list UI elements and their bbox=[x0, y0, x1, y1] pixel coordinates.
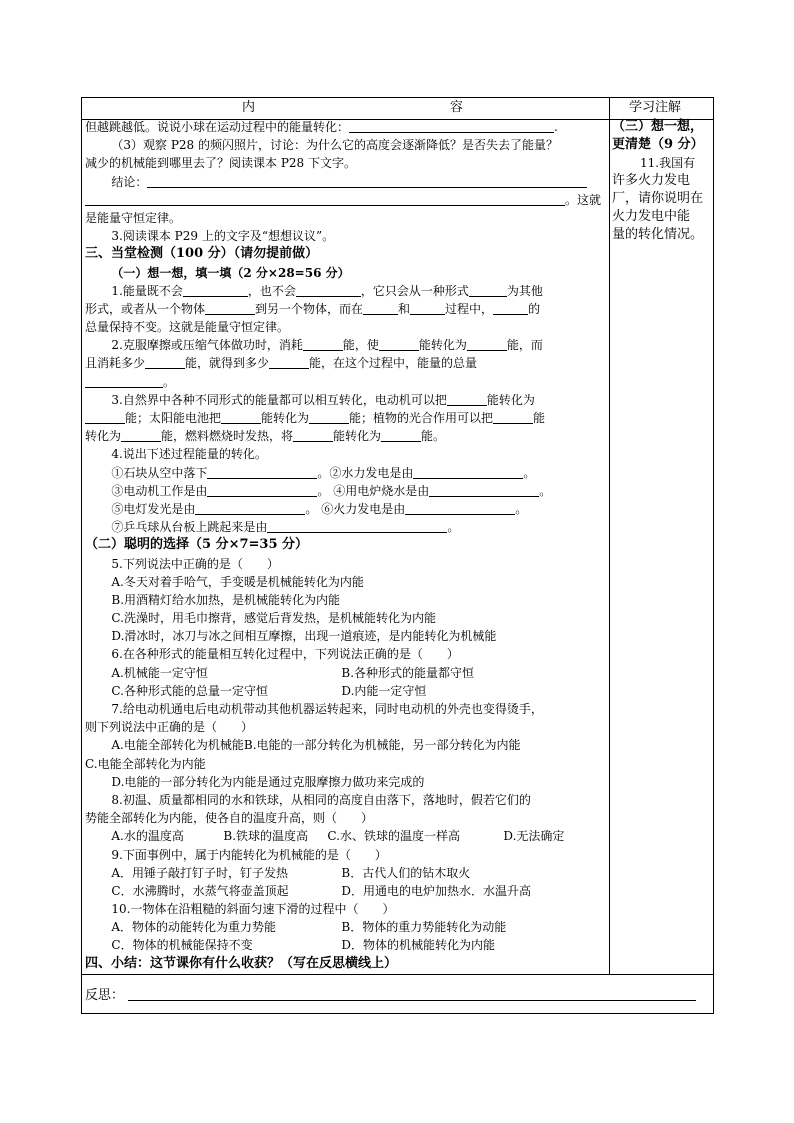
question-line: 8.初温、质量都相同的水和铁球，从相同的高度自由落下，落地时，假若它们的 bbox=[111, 792, 531, 807]
blank-line[interactable] bbox=[221, 410, 261, 424]
subsection-title: （二）聪明的选择（5 分×7=35 分） bbox=[85, 537, 309, 553]
notes-line: 火力发电中能 bbox=[612, 209, 691, 224]
text-line bbox=[85, 173, 605, 191]
notes-title: 更清楚（9 分） bbox=[612, 137, 704, 152]
text-span: 能；植物的光合作用可以把 bbox=[349, 411, 494, 425]
question-line: 5.下列说法中正确的是（ ） bbox=[111, 556, 279, 571]
blank-line[interactable] bbox=[85, 374, 163, 388]
header-content-b: 容 bbox=[450, 100, 464, 115]
text-span: 转化为 bbox=[85, 429, 122, 444]
question-line bbox=[85, 391, 605, 409]
notes-line: 11.我国有 bbox=[640, 156, 696, 170]
text-span: 能，燃料燃烧时发热，将 bbox=[161, 429, 294, 444]
text-span: 结论： bbox=[111, 174, 148, 189]
question-line bbox=[85, 427, 605, 445]
text-line: （3）观察 P28 的频闪照片，讨论：为什么它的高度会逐渐降低？是否失去了能量？ bbox=[111, 138, 559, 153]
option-line bbox=[85, 864, 605, 882]
blank-line[interactable] bbox=[145, 355, 185, 369]
text-span: 过程中， bbox=[445, 301, 494, 316]
text-span: D．物体的机械能转化为内能 bbox=[341, 938, 496, 953]
text-line: 减少的机械能到哪里去了？阅读课本 P28 下文字。 bbox=[85, 156, 356, 171]
blank-line[interactable] bbox=[207, 483, 317, 497]
text-span: 。 bbox=[523, 465, 536, 480]
question-line: 势能全部转化为内能，使各自的温度升高，则（ ） bbox=[85, 811, 374, 826]
blank-line[interactable] bbox=[447, 392, 487, 406]
text-span: D.内能一定守恒 bbox=[341, 683, 427, 698]
text-span: ，也不会 bbox=[247, 283, 296, 298]
footer-divider bbox=[82, 974, 713, 975]
blank-line[interactable] bbox=[405, 501, 515, 515]
blank-line[interactable] bbox=[363, 301, 398, 315]
text-span: 且消耗多少 bbox=[85, 356, 146, 371]
text-span: 2.克服摩擦或压缩气体做功时，消耗 bbox=[111, 338, 303, 353]
text-span: 。这就 bbox=[565, 192, 602, 207]
text-span: C.水、铁球的温度一样高 bbox=[327, 829, 460, 844]
blank-line[interactable] bbox=[207, 465, 317, 479]
text-span: 。 bbox=[539, 483, 552, 498]
text-span: 1.能量既不会 bbox=[111, 283, 183, 298]
text-span: 能，而 bbox=[506, 338, 543, 353]
question-line bbox=[85, 373, 605, 391]
blank-line[interactable] bbox=[293, 428, 333, 442]
option-line: A.冬天对着手哈气，手变暖是机械能转化为内能 bbox=[111, 574, 364, 589]
question-line bbox=[85, 354, 605, 372]
text-span: ③电动机工作是由 bbox=[111, 483, 208, 498]
notes-line: 许多火力发电 bbox=[612, 173, 691, 188]
text-line bbox=[85, 118, 605, 136]
reflection-label: 反思： bbox=[85, 988, 125, 1003]
text-span: C．水沸腾时，水蒸气将壶盖顶起 bbox=[111, 883, 289, 898]
notes-column bbox=[612, 118, 712, 244]
text-span: D．用通电的电炉加热水．水温升高 bbox=[341, 883, 532, 898]
text-span: ①石块从空中落下 bbox=[111, 465, 208, 480]
subsection-title: （一）想一想，填一填（2 分×28=56 分） bbox=[111, 265, 350, 280]
text-span: ⑦乒乓球从台板上跳起来是由 bbox=[111, 520, 268, 535]
text-span: 。 bbox=[163, 374, 176, 389]
blank-line[interactable] bbox=[85, 410, 125, 424]
question-line bbox=[85, 300, 605, 318]
question-line bbox=[85, 482, 605, 500]
header-notes: 学习注解 bbox=[629, 100, 682, 115]
question-line bbox=[85, 464, 605, 482]
question-line bbox=[85, 500, 605, 518]
text-span: 。 ④用电炉烧水是由 bbox=[317, 483, 430, 498]
text-span: B.铁球的温度高 bbox=[223, 829, 309, 844]
text-span: A．用锤子敲打钉子时，钉子发热 bbox=[111, 865, 289, 880]
text-span: B．古代人们的钻木取火 bbox=[341, 865, 471, 880]
text-span: 。 ⑥火力发电是由 bbox=[305, 501, 406, 516]
text-span: 和 bbox=[398, 301, 411, 316]
blank-line[interactable] bbox=[381, 428, 421, 442]
text-span: 。 bbox=[447, 520, 460, 535]
text-span: B．物体的重力势能转化为动能 bbox=[341, 920, 507, 935]
option-line: D.电能的一部分转化为内能是通过克服摩擦力做功来完成的 bbox=[111, 774, 425, 789]
question-line: 总量保持不变。这就是能量守恒定律。 bbox=[85, 320, 290, 335]
option-line: B.用酒精灯给水加热，是机械能转化为内能 bbox=[111, 592, 341, 607]
text-span: 能。 bbox=[421, 429, 446, 444]
option-line bbox=[85, 664, 605, 682]
blank-line[interactable] bbox=[121, 428, 161, 442]
blank-line[interactable] bbox=[183, 283, 248, 297]
text-span: 3.自然界中各种不同形式的能量都可以相互转化，电动机可以把 bbox=[111, 392, 447, 407]
text-span: 的 bbox=[528, 301, 541, 316]
text-line: 3.阅读课本 P29 上的文字及“想想议议”。 bbox=[111, 229, 335, 244]
text-span: . bbox=[554, 120, 558, 134]
blank-line[interactable] bbox=[147, 174, 587, 188]
blank-line[interactable] bbox=[410, 301, 445, 315]
option-line: A.电能全部转化为机械能B.电能的一部分转化为机械能，另一部分转化为内能 bbox=[111, 738, 521, 753]
text-span: 能 bbox=[533, 411, 546, 425]
text-span: ⑤电灯发光是由 bbox=[111, 501, 196, 516]
blank-line[interactable] bbox=[195, 501, 305, 515]
question-line: 9.下面事例中，属于内能转化为机械能的是（ ） bbox=[111, 847, 387, 862]
option-line bbox=[85, 682, 605, 700]
question-line: 则下列说法中正确的是（ ） bbox=[85, 720, 254, 735]
text-span: ，它只会从一种形式 bbox=[360, 283, 469, 298]
text-span: A.机械能一定守恒 bbox=[111, 665, 208, 680]
blank-line[interactable] bbox=[296, 283, 361, 297]
text-span: 。②水力发电是由 bbox=[317, 465, 414, 480]
text-span: 但越跳越低。说说小球在运动过程中的能量转化： bbox=[85, 120, 350, 134]
question-line bbox=[85, 518, 605, 536]
section-title: 四、小结：这节课你有什么收获？（写在反思横线上） bbox=[85, 955, 398, 971]
main-content bbox=[85, 118, 605, 973]
blank-line[interactable] bbox=[85, 192, 565, 206]
notes-line: 量的转化情况。 bbox=[612, 227, 704, 242]
text-span: 为其他 bbox=[506, 283, 543, 298]
notes-line: 厂，请你说明在 bbox=[612, 191, 704, 206]
text-span: C．物体的机械能保持不变 bbox=[111, 938, 253, 953]
blank-line[interactable] bbox=[303, 337, 343, 351]
option-line bbox=[85, 936, 605, 954]
blank-line[interactable] bbox=[205, 301, 255, 315]
option-line bbox=[85, 827, 605, 845]
blank-line[interactable] bbox=[493, 410, 533, 424]
blank-line[interactable] bbox=[379, 337, 419, 351]
reflection-line[interactable] bbox=[128, 987, 696, 1001]
option-line: C.洗澡时，用毛巾擦背，感觉后背发热，是机械能转化为内能 bbox=[111, 611, 436, 626]
text-span: 能转化为 bbox=[261, 411, 310, 425]
blank-line[interactable] bbox=[267, 519, 447, 533]
question-line bbox=[85, 282, 605, 300]
column-divider bbox=[609, 98, 610, 974]
text-span: 能转化为 bbox=[486, 392, 535, 407]
question-line: 6.在各种形式的能量相互转化过程中，下列说法正确的是（ ） bbox=[111, 647, 459, 662]
option-line: C.电能全部转化为内能 bbox=[85, 756, 206, 771]
blank-line[interactable] bbox=[269, 355, 309, 369]
question-line bbox=[85, 409, 605, 427]
question-line: 4.说出下述过程能量的转化。 bbox=[111, 447, 267, 462]
text-span: 能，就得到多少 bbox=[185, 356, 270, 371]
text-span: 能转化为 bbox=[333, 429, 382, 444]
notes-title: （三）想一想， bbox=[612, 119, 704, 134]
blank-line[interactable] bbox=[429, 483, 539, 497]
section-title: 三、当堂检测（100 分）（请勿提前做） bbox=[85, 246, 319, 262]
option-line: D.滑冰时，冰刀与冰之间相互摩擦，出现一道痕迹，是内能转化为机械能 bbox=[111, 629, 497, 644]
text-span: A.水的温度高 bbox=[111, 829, 184, 844]
text-span: 。 bbox=[515, 501, 528, 516]
text-span: C.各种形式能的总量一定守恒 bbox=[111, 683, 268, 698]
text-span: 能，使 bbox=[342, 338, 379, 353]
text-span: 到另一个物体，而在 bbox=[255, 301, 364, 316]
blank-line[interactable] bbox=[493, 301, 528, 315]
text-span: 能转化为 bbox=[418, 338, 467, 353]
blank-line[interactable] bbox=[469, 283, 507, 297]
text-span: D.无法确定 bbox=[503, 829, 565, 844]
header-content-a: 内 bbox=[242, 100, 256, 115]
blank-line[interactable] bbox=[349, 119, 554, 133]
option-line bbox=[85, 882, 605, 900]
question-line: 7.给电动机通电后电动机带动其他机器运转起来，同时电动机的外壳也变得烫手， bbox=[111, 702, 543, 716]
text-span: 能，在这个过程中，能量的总量 bbox=[309, 356, 478, 371]
text-line bbox=[85, 191, 605, 209]
blank-line[interactable] bbox=[309, 410, 349, 424]
text-span: 形式，或者从一个物体 bbox=[85, 301, 206, 316]
question-line bbox=[85, 336, 605, 354]
text-span: 能；太阳能电池把 bbox=[125, 411, 222, 425]
blank-line[interactable] bbox=[413, 465, 523, 479]
option-line bbox=[85, 918, 605, 936]
blank-line[interactable] bbox=[467, 337, 507, 351]
reflection-row bbox=[85, 984, 705, 1003]
text-span: A．物体的动能转化为重力势能 bbox=[111, 920, 277, 935]
text-span: B.各种形式的能量都守恒 bbox=[341, 665, 475, 680]
text-line: 是能量守恒定律。 bbox=[85, 210, 182, 225]
question-line: 10.一物体在沿粗糙的斜面匀速下滑的过程中（ ） bbox=[111, 902, 395, 917]
